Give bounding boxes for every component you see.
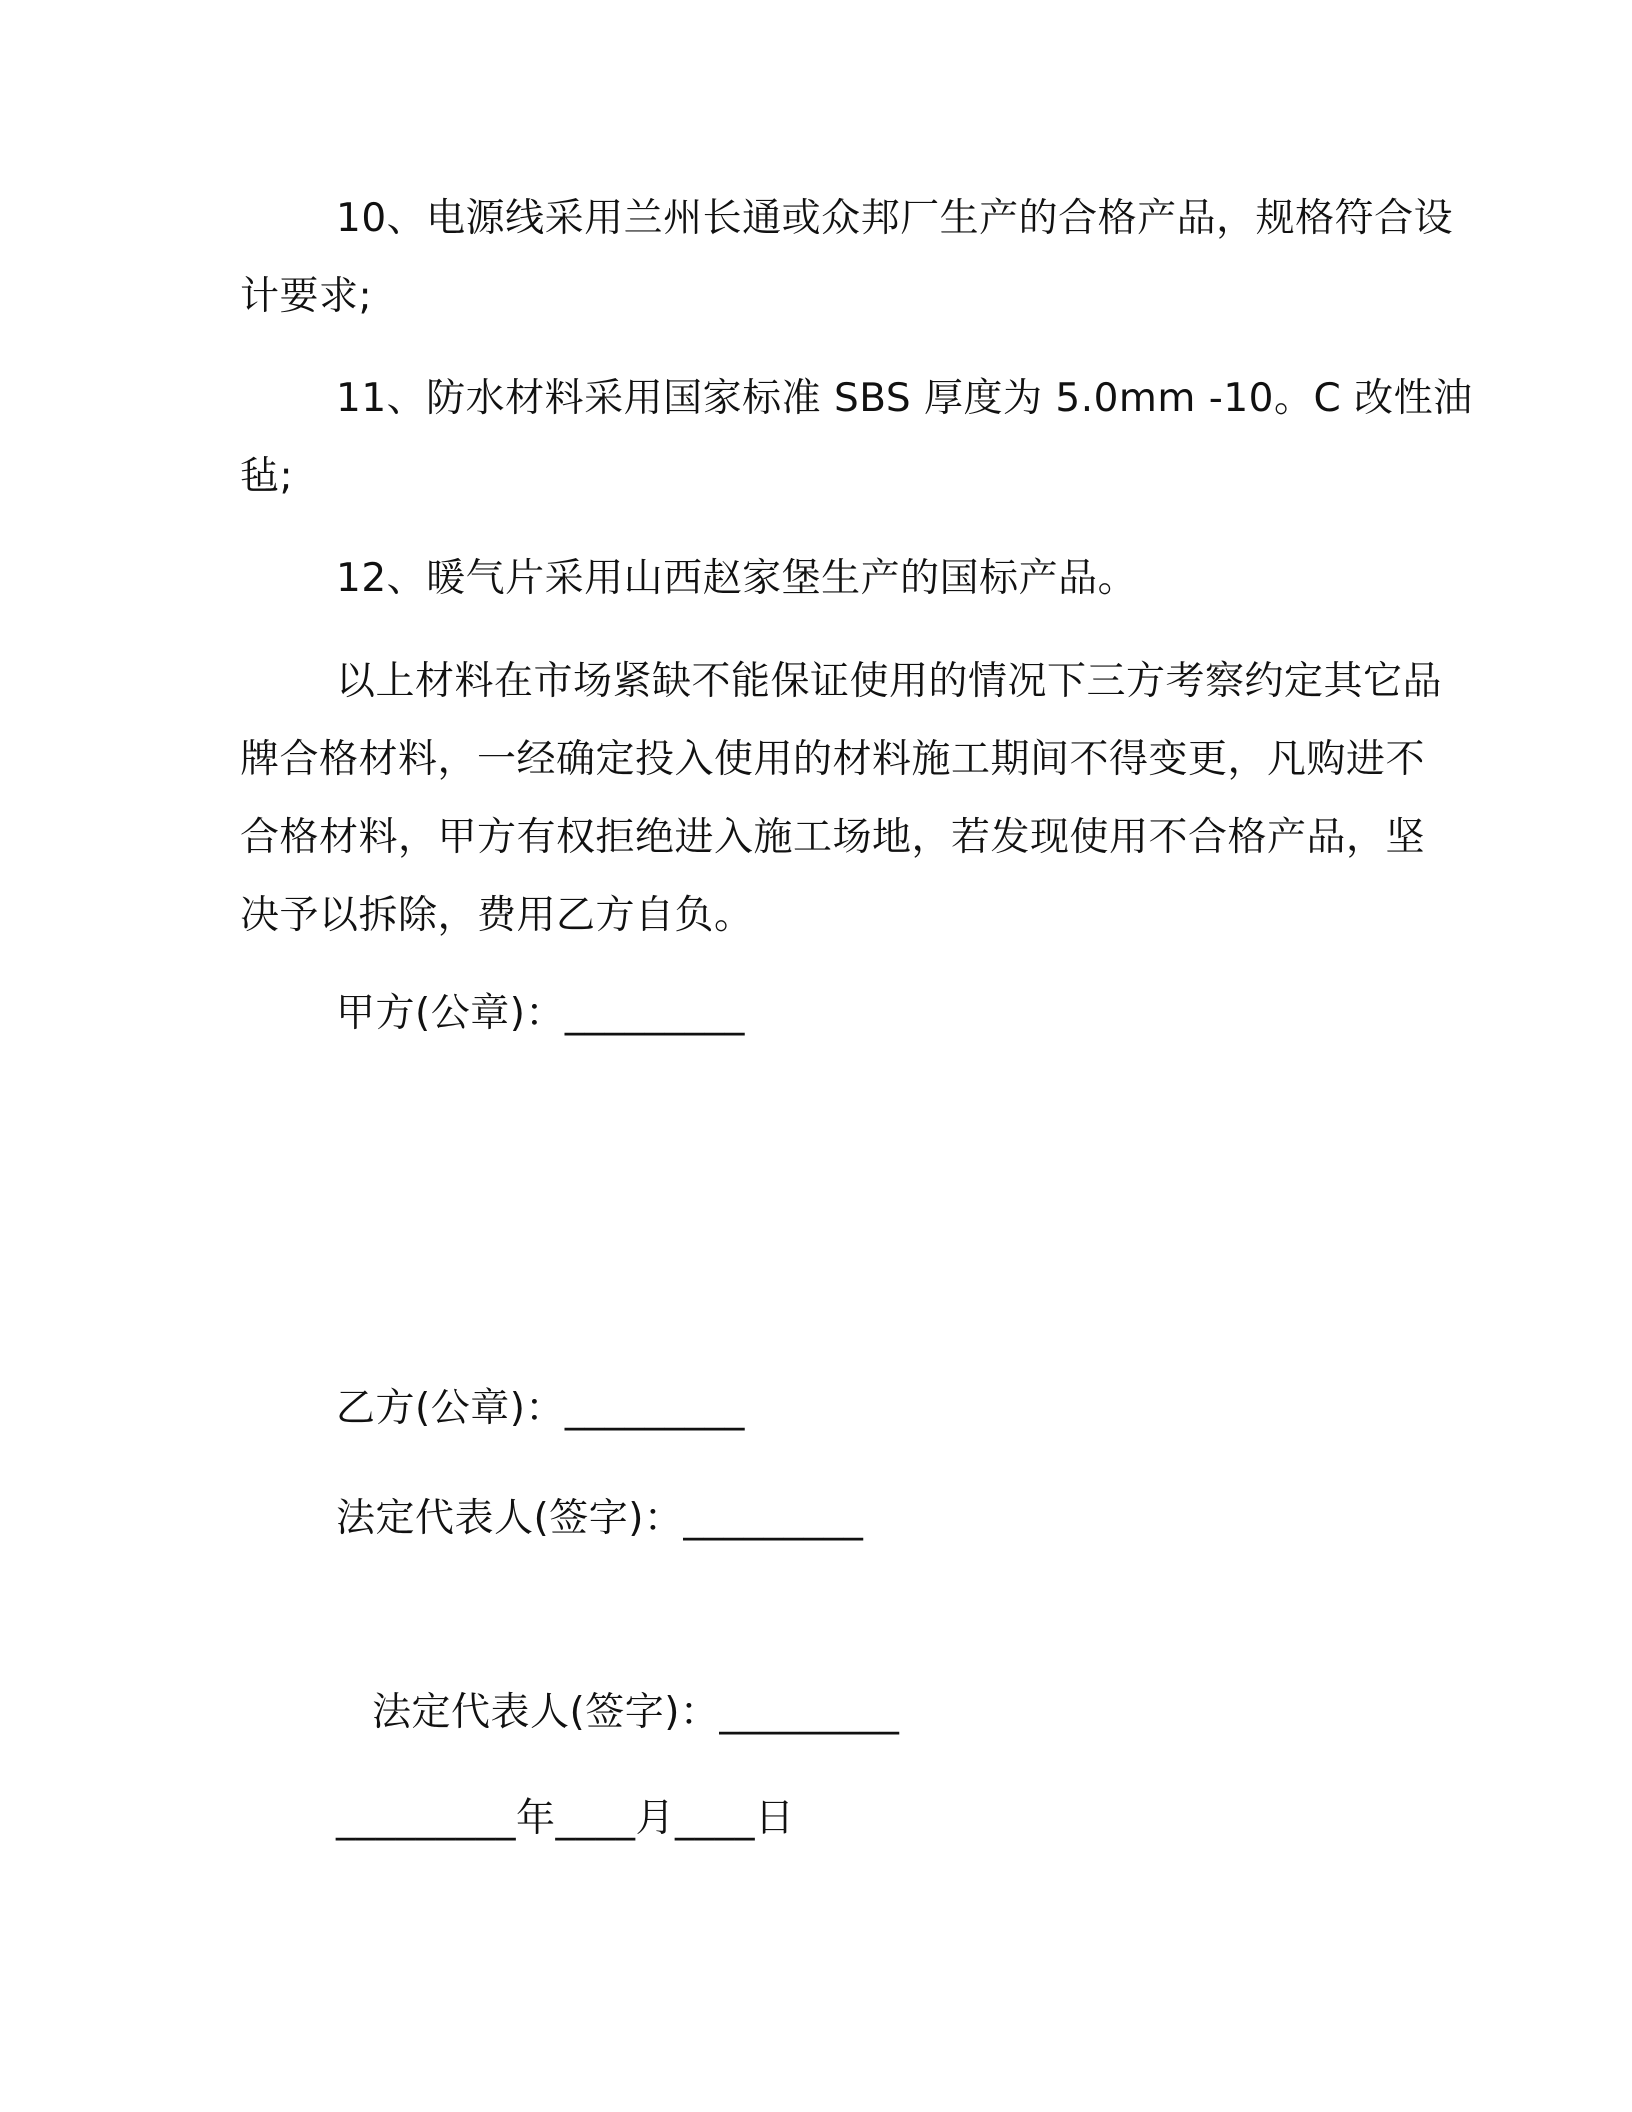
paragraph-line-1: 以上材料在市场紧缺不能保证使用的情况下三方考察约定其它品 xyxy=(336,659,1443,704)
item-12 xyxy=(240,540,1392,618)
item-11-line-2: 毡; xyxy=(240,454,294,499)
item-11-line-1: 11、防水材料采用国家标准 SBS 厚度为 5.0mm -10。C 改性油 xyxy=(336,376,1473,421)
item-10 xyxy=(240,180,1454,336)
signature-date: _________年____月____日 xyxy=(336,1796,795,1841)
paragraph-line-3: 合格材料，甲方有权拒绝进入施工场地，若发现使用不合格产品，坚 xyxy=(240,815,1426,860)
legal-representative-signature-2: 法定代表人(签字)：_________ xyxy=(372,1690,900,1735)
materials-paragraph xyxy=(240,643,1443,955)
paragraph-line-2: 牌合格材料，一经确定投入使用的材料施工期间不得变更，凡购进不 xyxy=(240,737,1426,782)
party-a-seal: 甲方(公章)：_________ xyxy=(336,991,745,1036)
item-12-line-1: 12、暖气片采用山西赵家堡生产的国标产品。 xyxy=(336,556,1138,601)
paragraph-line-4: 决予以拆除，费用乙方自负。 xyxy=(240,893,754,938)
item-10-line-1: 10、电源线采用兰州长通或众邦厂生产的合格产品，规格符合设 xyxy=(336,196,1454,241)
legal-representative-signature-1: 法定代表人(签字)：_________ xyxy=(336,1496,864,1541)
item-11 xyxy=(240,360,1473,516)
party-b-seal: 乙方(公章)：_________ xyxy=(336,1386,745,1431)
item-10-line-2: 计要求; xyxy=(240,274,373,319)
